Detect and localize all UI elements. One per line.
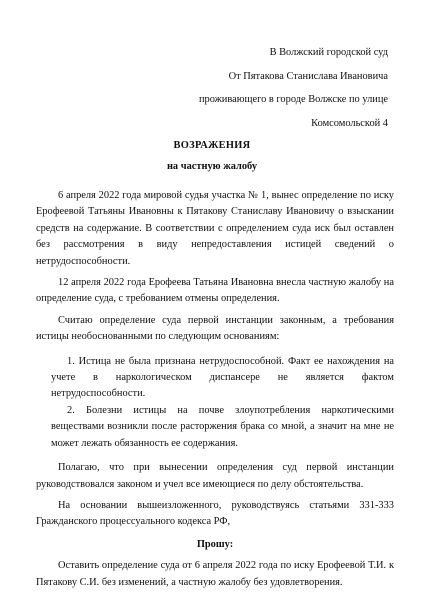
paragraph: Считаю определение суда первой инстанции законным, а требования истицы необоснованными по следующим основаниям: [36,314,394,343]
addressee-block [199,41,388,135]
list-item: 1. Истица не была признана нетрудоспособной. Факт ее нахождения на учете в наркологическом диспансере не является фактом нетрудоспособности. [51,355,394,400]
addressee-court: В Волжский городской суд [269,47,388,58]
paragraph: 6 апреля 2022 года мировой судья участка № 1, вынес определение по иску Ерофеевой Татьяны Ивановны к Пятакову Станиславу Ивановичу о взыскании средств на содержание. В соответствии с определением суда иск был оставлен без рассмотрения в виду непредоставления истицей сведений о нетрудоспособности. [36,190,394,267]
request-heading: Прошу: [196,538,234,550]
paragraph: 12 апреля 2022 года Ерофеева Татьяна Ивановна внесла частную жалобу на определение суда, с требованием отмены определения. [36,277,394,305]
document-title: ВОЗРАЖЕНИЯ [173,140,251,151]
document-body [36,188,394,591]
sender-name: От Пятакова Станислава Ивановича [228,70,388,82]
paragraph: На основании вышеизложенного, руководствуясь статьями 331-333 Гражданского процессуального кодекса РФ, [36,499,394,528]
paragraph: Полагаю, что при вынесении определения суд первой инстанции руководствовался законом и учел все имеющиеся по делу обстоятельства. [36,462,394,490]
sender-residence: проживающего в городе Волжске по улице [198,94,388,105]
request-text: Оставить определение суда от 6 апреля 2022 года по иску Ерофеевой Т.И. к Пятакову С.И. без изменений, а частную жалобу без удовлетворения. [36,560,394,588]
list-item: 2. Болезни истицы на почве злоупотребления наркотическими веществами возникли после расторжения брака со мной, а значит на мне не может лежать обязанность ее содержания. [51,404,394,449]
sender-address: Комсомольской 4 [311,117,388,129]
document-subtitle: на частную жалобу [166,161,258,172]
